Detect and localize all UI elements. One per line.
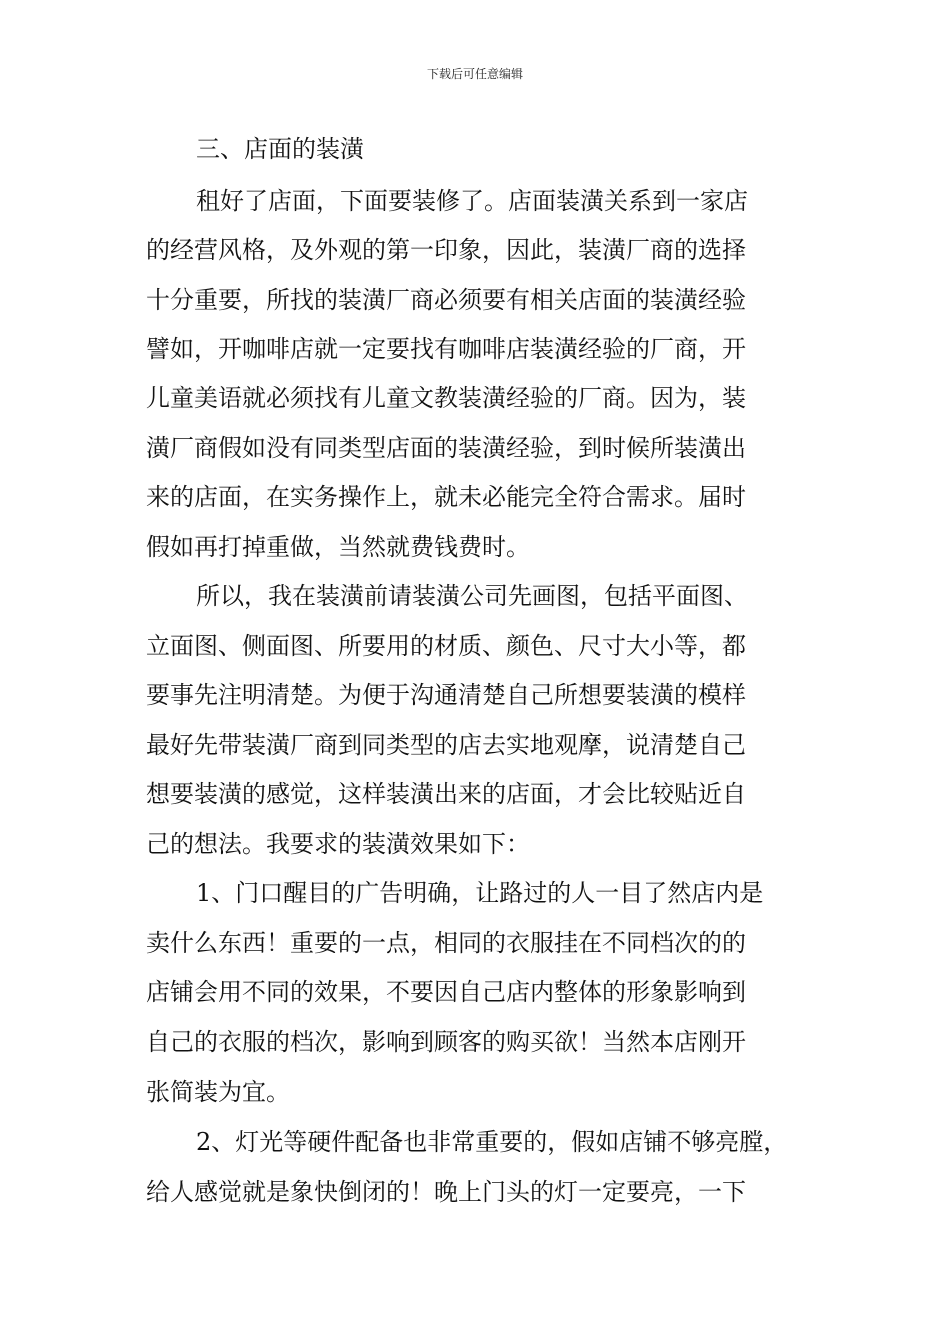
text-line: 立面图、侧面图、所要用的材质、颜色、尺寸大小等，都 <box>146 632 746 660</box>
text-line: 店铺会用不同的效果，不要因自己店内整体的形象影响到 <box>146 978 746 1006</box>
text-line: 租好了店面，下面要装修了。店面装潢关系到一家店 <box>196 187 748 215</box>
text-line: 来的店面，在实务操作上，就未必能完全符合需求。届时 <box>146 483 746 511</box>
text-line: 儿童美语就必须找有儿童文教装潢经验的厂商。因为，装 <box>146 384 746 412</box>
text-line: 潢厂商假如没有同类型店面的装潢经验，到时候所装潢出 <box>146 434 746 462</box>
text-line: 想要装潢的感觉，这样装潢出来的店面，才会比较贴近自 <box>146 780 746 808</box>
text-line: 假如再打掉重做，当然就费钱费时。 <box>146 533 530 561</box>
text-line: 2、灯光等硬件配备也非常重要的，假如店铺不够亮膛， <box>196 1128 788 1156</box>
text-line: 譬如，开咖啡店就一定要找有咖啡店装潢经验的厂商，开 <box>146 335 746 363</box>
text-line: 最好先带装潢厂商到同类型的店去实地观摩，说清楚自己 <box>146 731 746 759</box>
page-header-note: 下载后可任意编辑 <box>426 67 523 81</box>
text-line: 自己的衣服的档次，影响到顾客的购买欲！当然本店刚开 <box>146 1028 746 1056</box>
text-line: 己的想法。我要求的装潢效果如下： <box>146 830 530 858</box>
text-line: 十分重要，所找的装潢厂商必须要有相关店面的装潢经验 <box>146 286 746 314</box>
text-line: 的经营风格，及外观的第一印象，因此，装潢厂商的选择 <box>146 236 746 264</box>
text-line: 所以，我在装潢前请装潢公司先画图，包括平面图、 <box>196 582 748 610</box>
text-line: 给人感觉就是象快倒闭的！晚上门头的灯一定要亮，一下 <box>146 1178 746 1206</box>
section-heading: 三、店面的装潢 <box>196 135 364 163</box>
text-line: 要事先注明清楚。为便于沟通清楚自己所想要装潢的模样 <box>146 681 746 709</box>
text-line: 张简装为宜。 <box>146 1078 290 1106</box>
text-line: 1、门口醒目的广告明确，让路过的人一目了然店内是 <box>196 879 764 907</box>
text-line: 卖什么东西！重要的一点，相同的衣服挂在不同档次的的 <box>146 929 746 957</box>
